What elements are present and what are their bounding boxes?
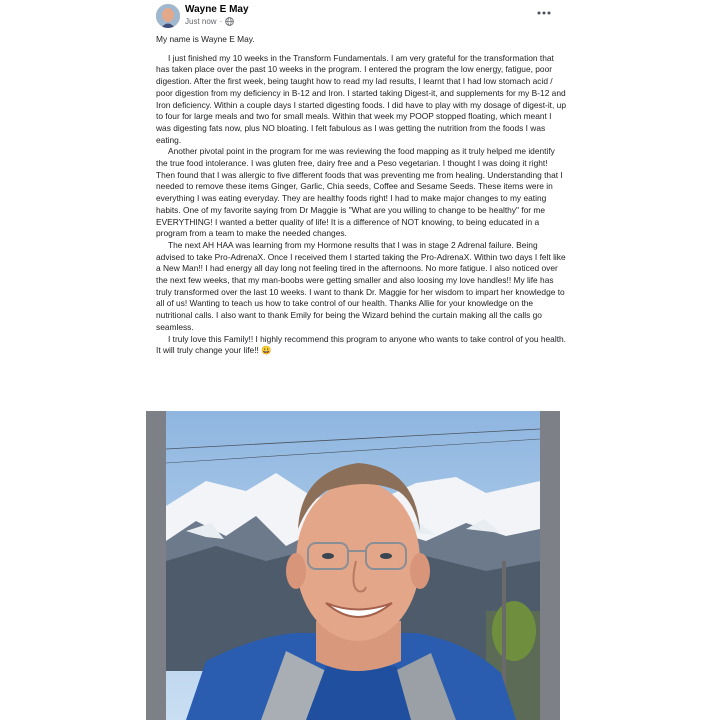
more-options-icon	[537, 11, 551, 15]
post-photo[interactable]	[146, 411, 560, 720]
post-timestamp[interactable]: Just now	[185, 17, 217, 26]
post-paragraph-4: I truly love this Family!! I highly recommend this program to anyone who wants to take control of you health. It will truly change your life!! 😀	[156, 333, 567, 356]
photo-portrait	[166, 411, 540, 720]
more-options-button[interactable]	[533, 5, 555, 21]
meta-separator: ·	[219, 17, 223, 26]
post-paragraph-1: I just finished my 10 weeks in the Transform Fundamentals. I am very grateful for the transformation that has taken place over the past 10 weeks in the program. I entered the program the low energy, fatigue, poor digestion. After the first week, being taught how to read my lad results, I learnt that I had low stomach acid / poor digestion from my deficiency in B-12 and Iron. I started taking Digest-it, and supplements for my B-12 and Iron deficiency. Within a couple days I started digesting foods. I did have to play with my dosage of digest-it, up to four for large meals and two for small meals. Within that week my POOP stopped floating, which meant I was digesting fats now, plus NO bloating. I felt fabulous as I was getting the nutrition from the foods I was eating.	[156, 52, 566, 145]
post-paragraph-2: Another pivotal point in the program for me was reviewing the food mapping as it truly helped me identify the true food intolerance. I was gluten free, dairy free and a Peso vegetarian. I thought I was doing it right! Then found that I was allergic to five different foods that was preventing me from healing. Understanding that I needed to remove these items Ginger, Garlic, Chia seeds, Coffee and Sesame Seeds. These items were in everything I was eating everyday. They are healthy foods right! I had to make major changes to my eating habits. One of my favorite saying from Dr Maggie is "What are you willing to change to be healthy" for me EVERYTHING! I wanted a better quality of life! It is a difference of NOT knowing, to being educated in a program from a team to make the needed changes.	[156, 146, 563, 239]
post-body	[156, 34, 566, 357]
post-paragraph-3: The next AH HAA was learning from my Hormone results that I was in stage 2 Adrenal failure. Being advised to take Pro-AdrenaX. Once I received them I started taking the Pro-AdrenaX. Within two days I felt like a New Man!! I had energy all day long not feeling tired in the afternoons. No more fatigue. I also noticed over the next few weeks, that my man-boobs were getting smaller and also loosing my love handles!! My life has truly transformed over the last 10 weeks. I want to thank Dr. Maggie for her wisdom to impart her knowledge to all of us! Wanting to teach us how to take control of our health. Thanks Allie for your knowledge on the nutritional calls. I also want to thank Emily for being the Wizard behind the curtain making all the calls go seamless.	[156, 239, 566, 332]
post-meta	[185, 17, 234, 26]
post-intro: My name is Wayne E May.	[156, 34, 255, 44]
avatar[interactable]	[156, 4, 180, 28]
avatar-image	[156, 4, 180, 28]
globe-icon	[225, 17, 234, 26]
author-name[interactable]: Wayne E May	[185, 4, 249, 15]
post-header	[156, 4, 556, 30]
